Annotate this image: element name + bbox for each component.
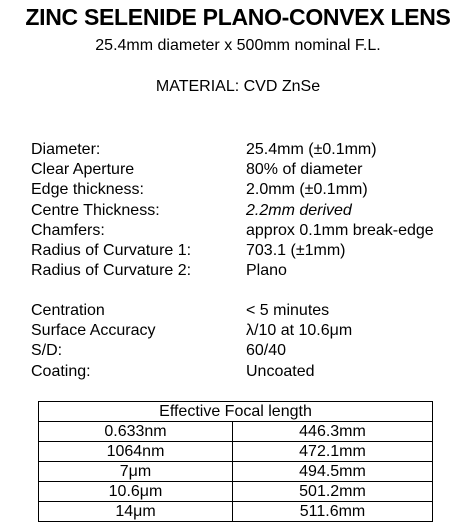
efl-table	[38, 401, 433, 522]
table-row	[39, 422, 433, 442]
table-row	[39, 462, 433, 482]
wavelength-cell: 1064nm	[39, 442, 233, 462]
wavelength-cell: 14μm	[39, 502, 233, 522]
spec-value: 2.0mm (±0.1mm)	[246, 181, 368, 199]
table-row	[39, 442, 433, 462]
spec-value: approx 0.1mm break-edge	[246, 221, 434, 239]
focal-length-cell: 511.6mm	[233, 502, 433, 522]
focal-length-cell: 494.5mm	[233, 462, 433, 482]
spec-value: 25.4mm (±0.1mm)	[246, 141, 377, 158]
spec-row-clear-aperture	[31, 160, 471, 180]
spec-value: Uncoated	[246, 362, 315, 380]
spec-label: Radius of Curvature 1:	[31, 241, 192, 259]
spec-value: 80% of diameter	[246, 161, 363, 179]
table-header-row	[39, 402, 433, 422]
focal-length-cell: 501.2mm	[233, 482, 433, 502]
spec-label: Surface Accuracy	[31, 322, 156, 340]
spec-row-coating	[31, 362, 471, 382]
spec-label: Edge thickness:	[31, 181, 144, 199]
spec-label: Chamfers:	[31, 221, 105, 239]
wavelength-cell: 0.633nm	[39, 422, 233, 442]
table-row	[39, 502, 433, 522]
spec-list-secondary	[31, 301, 471, 382]
spec-row-centre-thickness	[31, 201, 471, 221]
spec-label: Clear Aperture	[31, 161, 135, 179]
page-title: ZINC SELENIDE PLANO-CONVEX LENS	[25, 4, 451, 30]
spec-label: S/D:	[31, 342, 63, 360]
spec-row-radius-2	[31, 261, 471, 281]
spec-value: Plano	[246, 262, 287, 280]
spec-row-chamfers	[31, 221, 471, 241]
spec-value: 2.2mm derived	[246, 201, 352, 219]
spec-row-centration	[31, 301, 471, 321]
spec-row-edge-thickness	[31, 180, 471, 200]
focal-length-cell: 446.3mm	[233, 422, 433, 442]
spec-value: 60/40	[246, 342, 287, 360]
page-subtitle: 25.4mm diameter x 500mm nominal F.L.	[95, 37, 381, 54]
spec-label: Centre Thickness:	[31, 201, 160, 219]
spec-row-scratch-dig	[31, 341, 471, 361]
spec-row-surface-accuracy	[31, 321, 471, 341]
wavelength-cell: 10.6μm	[39, 482, 233, 502]
spec-label: Centration	[31, 302, 105, 319]
table-row	[39, 482, 433, 502]
material-line: MATERIAL: CVD ZnSe	[155, 78, 321, 95]
spec-row-diameter	[31, 140, 471, 160]
spec-row-radius-1	[31, 241, 471, 261]
spec-label: Coating:	[31, 362, 91, 380]
efl-table-header: Effective Focal length	[39, 402, 433, 422]
spec-label: Radius of Curvature 2:	[31, 262, 192, 280]
spec-value: 703.1 (±1mm)	[246, 241, 346, 259]
spec-label: Diameter:	[31, 141, 101, 158]
focal-length-cell: 472.1mm	[233, 442, 433, 462]
wavelength-cell: 7μm	[39, 462, 233, 482]
spec-value: λ/10 at 10.6μm	[246, 322, 353, 340]
spec-value: < 5 minutes	[246, 302, 330, 319]
spec-list-primary	[31, 140, 471, 281]
